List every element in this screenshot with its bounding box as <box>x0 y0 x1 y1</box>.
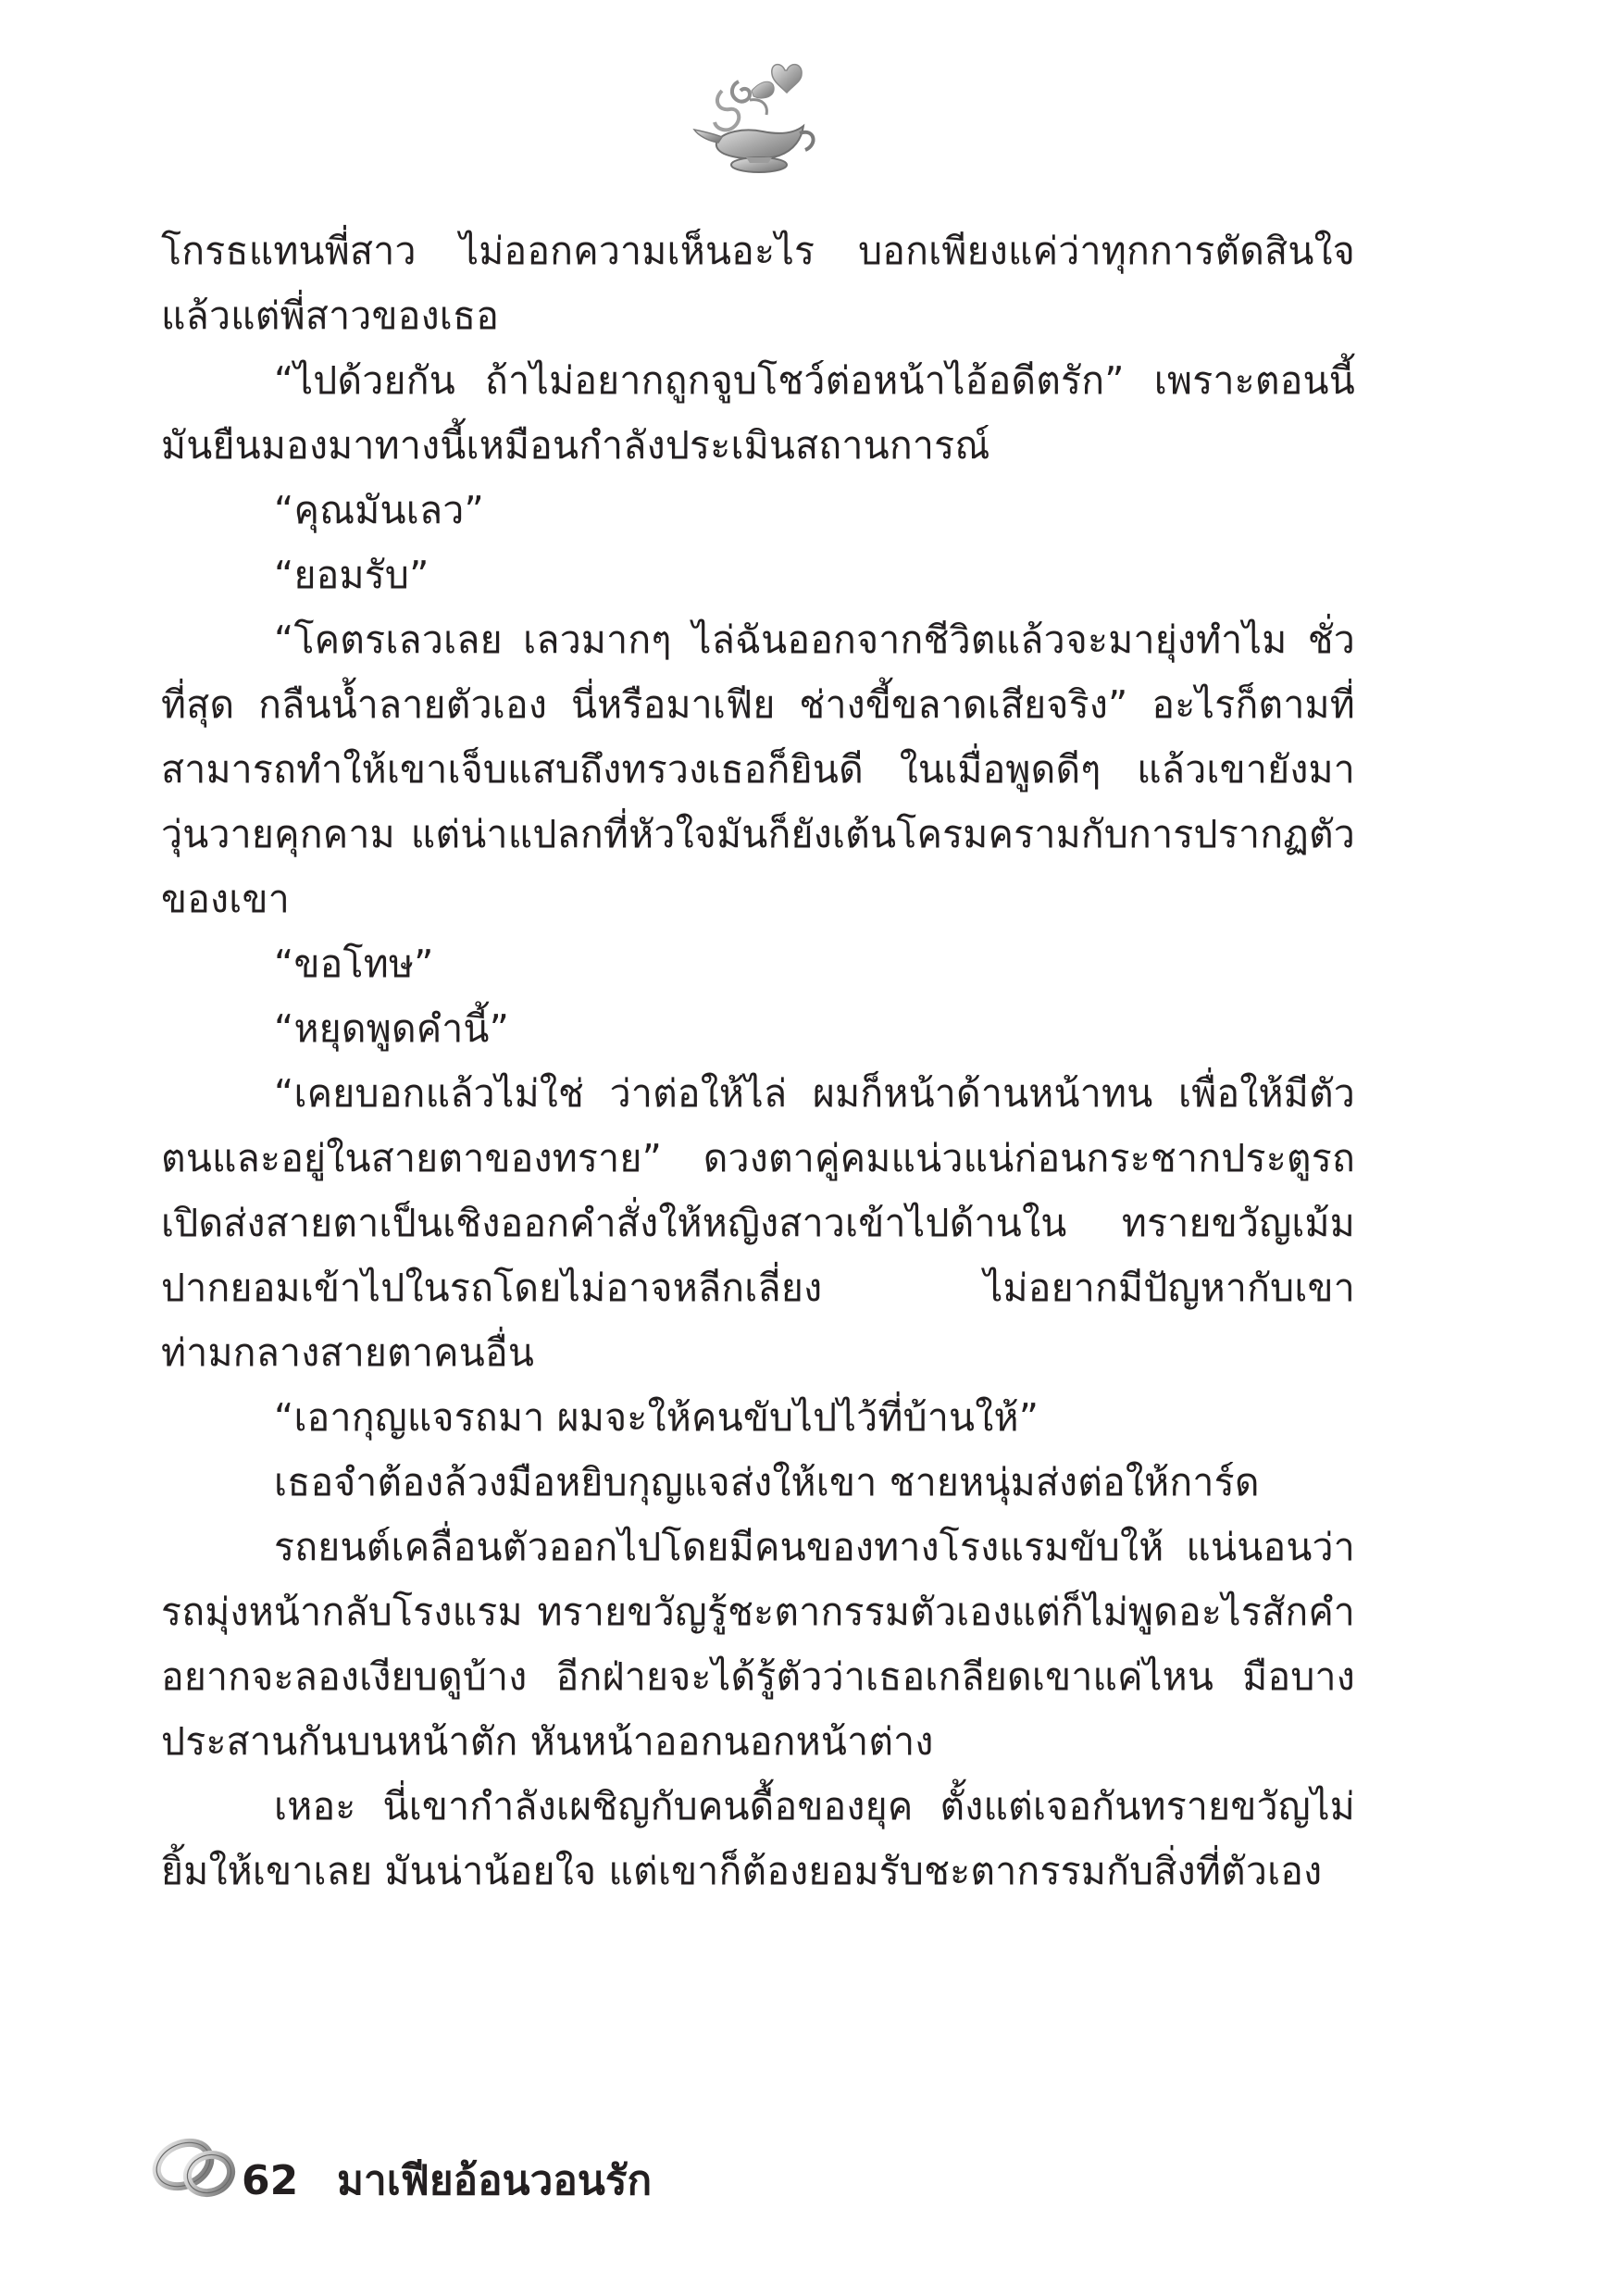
paragraph: “เอากุญแจรถมา ผมจะให้คนขับไปไว้ที่บ้านให้” <box>274 1395 1039 1440</box>
paragraph: เหอะ นี่เขากำลังเผชิญกับคนดื้อของยุค ตั้งแต่เจอกันทรายขวัญไม่ยิ้มให้เขาเลย มันน่าน้อยใจ แต่เขาก็ต้องยอมรับชะตากรรมกับสิ่งที่ตัวเอง <box>161 1784 1355 1893</box>
cupid-lamp-ornament-icon <box>685 54 824 183</box>
book-title: มาเฟียอ้อนวอนรัก <box>337 2157 653 2204</box>
paragraph: “ยอมรับ” <box>274 553 429 597</box>
paragraph: “โคตรเลวเลย เลวมากๆ ไล่ฉันออกจากชีวิตแล้วจะมายุ่งทำไม ชั่วที่สุด กลืนน้ำลายตัวเอง นี่หรือมาเฟีย ช่างขี้ขลาดเสียจริง” อะไรก็ตามที่สามารถทำให้เขาเจ็บแสบถึงทรวงเธอก็ยินดี ในเมื่อพูดดีๆ แล้วเขายังมาวุ่นวายคุกคาม แต่น่าแปลกที่หัวใจมันก็ยังเต้นโครมครามกับการปรากฏตัวของเขา <box>161 618 1355 921</box>
paragraph: รถยนต์เคลื่อนตัวออกไปโดยมีคนของทางโรงแรมขับให้ แน่นอนว่ารถมุ่งหน้ากลับโรงแรม ทรายขวัญรู้ชะตากรรมตัวเองแต่ก็ไม่พูดอะไรสักคำ อยากจะลองเงียบดูบ้าง อีกฝ่ายจะได้รู้ตัวว่าเธอเกลียดเขาแค่ไหน มือบางประสานกันบนหน้าตัก หันหน้าออกนอกหน้าต่าง <box>161 1525 1355 1764</box>
paragraph: “ไปด้วยกัน ถ้าไม่อยากถูกจูบโชว์ต่อหน้าไอ้อดีตรัก” เพราะตอนนี้มันยืนมองมาทางนี้เหมือนกำลังประเมินสถานการณ์ <box>161 358 1355 468</box>
paragraph: โกรธแทนพี่สาว ไม่ออกความเห็นอะไร บอกเพียงแค่ว่าทุกการตัดสินใจแล้วแต่พี่สาวของเธอ <box>161 229 1355 338</box>
paragraph: “ขอโทษ” <box>274 942 434 986</box>
paragraph: “เคยบอกแล้วไม่ใช่ ว่าต่อให้ไล่ ผมก็หน้าด้านหน้าทน เพื่อให้มีตัวตนและอยู่ในสายตาของทราย” ดวงตาคู่คมแน่วแน่ก่อนกระชากประตูรถเปิดส่งสายตาเป็นเชิงออกคำสั่งให้หญิงสาวเข้าไปด้านใน ทรายขวัญเม้มปากยอมเข้าไปในรถโดยไม่อาจหลีกเลี่ยง ไม่อยากมีปัญหากับเขาท่ามกลางสายตาคนอื่น <box>161 1071 1355 1375</box>
paragraph: เธอจำต้องล้วงมือหยิบกุญแจส่งให้เขา ชายหนุ่มส่งต่อให้การ์ด <box>274 1460 1260 1504</box>
page-number: 62 <box>242 2157 299 2204</box>
paragraph: “หยุดพูดคำนี้” <box>274 1006 510 1051</box>
body-text <box>161 218 1355 1903</box>
page-footer <box>146 2129 979 2222</box>
paragraph: “คุณมันเลว” <box>274 488 484 532</box>
wedding-rings-icon <box>146 2129 248 2203</box>
